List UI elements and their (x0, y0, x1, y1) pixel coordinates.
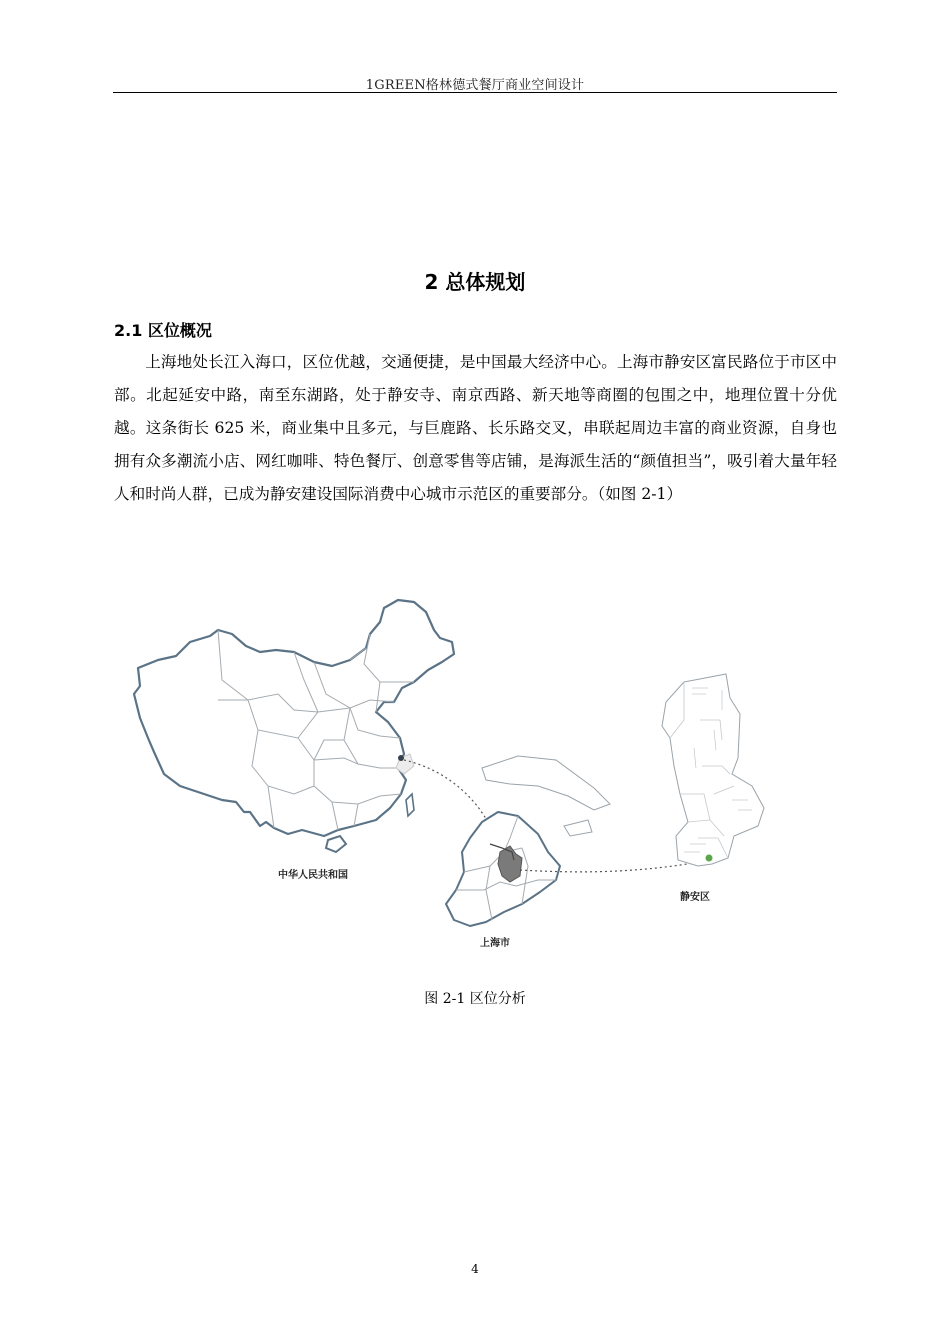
taiwan-island (406, 794, 414, 816)
small-island (564, 820, 592, 836)
jingan-outline (662, 674, 764, 866)
figure-caption: 图 2-1 区位分析 (424, 991, 526, 1007)
label-china: 中华人民共和国 (278, 870, 348, 881)
location-map-figure (118, 590, 818, 960)
connector-china-shanghai (404, 760, 492, 830)
location-map-svg (118, 590, 818, 960)
label-jingan: 静安区 (680, 892, 710, 903)
label-shanghai: 上海市 (480, 938, 510, 949)
shanghai-point (398, 755, 404, 761)
body-paragraph: 上海地处长江入海口，区位优越，交通便捷，是中国最大经济中心。上海市静安区富民路位于市区中部。北起延安中路，南至东湖路，处于静安寺、南京西路、新天地等商圈的包围之中，地理位置十分优越。这条街长 625 米，商业集中且多元，与巨鹿路、长乐路交叉，串联起周边丰富的商业资源，自身也拥有众多潮流小店、网红咖啡、特色餐厅、创意零售等店铺，是海派生活的“颜值担当”，吸引着大量年轻人和时尚人群，已成为静安建设国际消费中心城市示范区的重要部分。（如图 2-1） (114, 353, 837, 503)
site-marker (706, 855, 713, 862)
section-title: 2.1 区位概况 (114, 321, 212, 340)
hainan-island (326, 836, 346, 852)
chongming-island (482, 756, 610, 810)
page-number: 4 (471, 1262, 479, 1276)
running-header: 1GREEN格林德式餐厅商业空间设计 (365, 78, 585, 93)
chapter-title: 2 总体规划 (424, 270, 526, 294)
header-rule (113, 92, 837, 93)
